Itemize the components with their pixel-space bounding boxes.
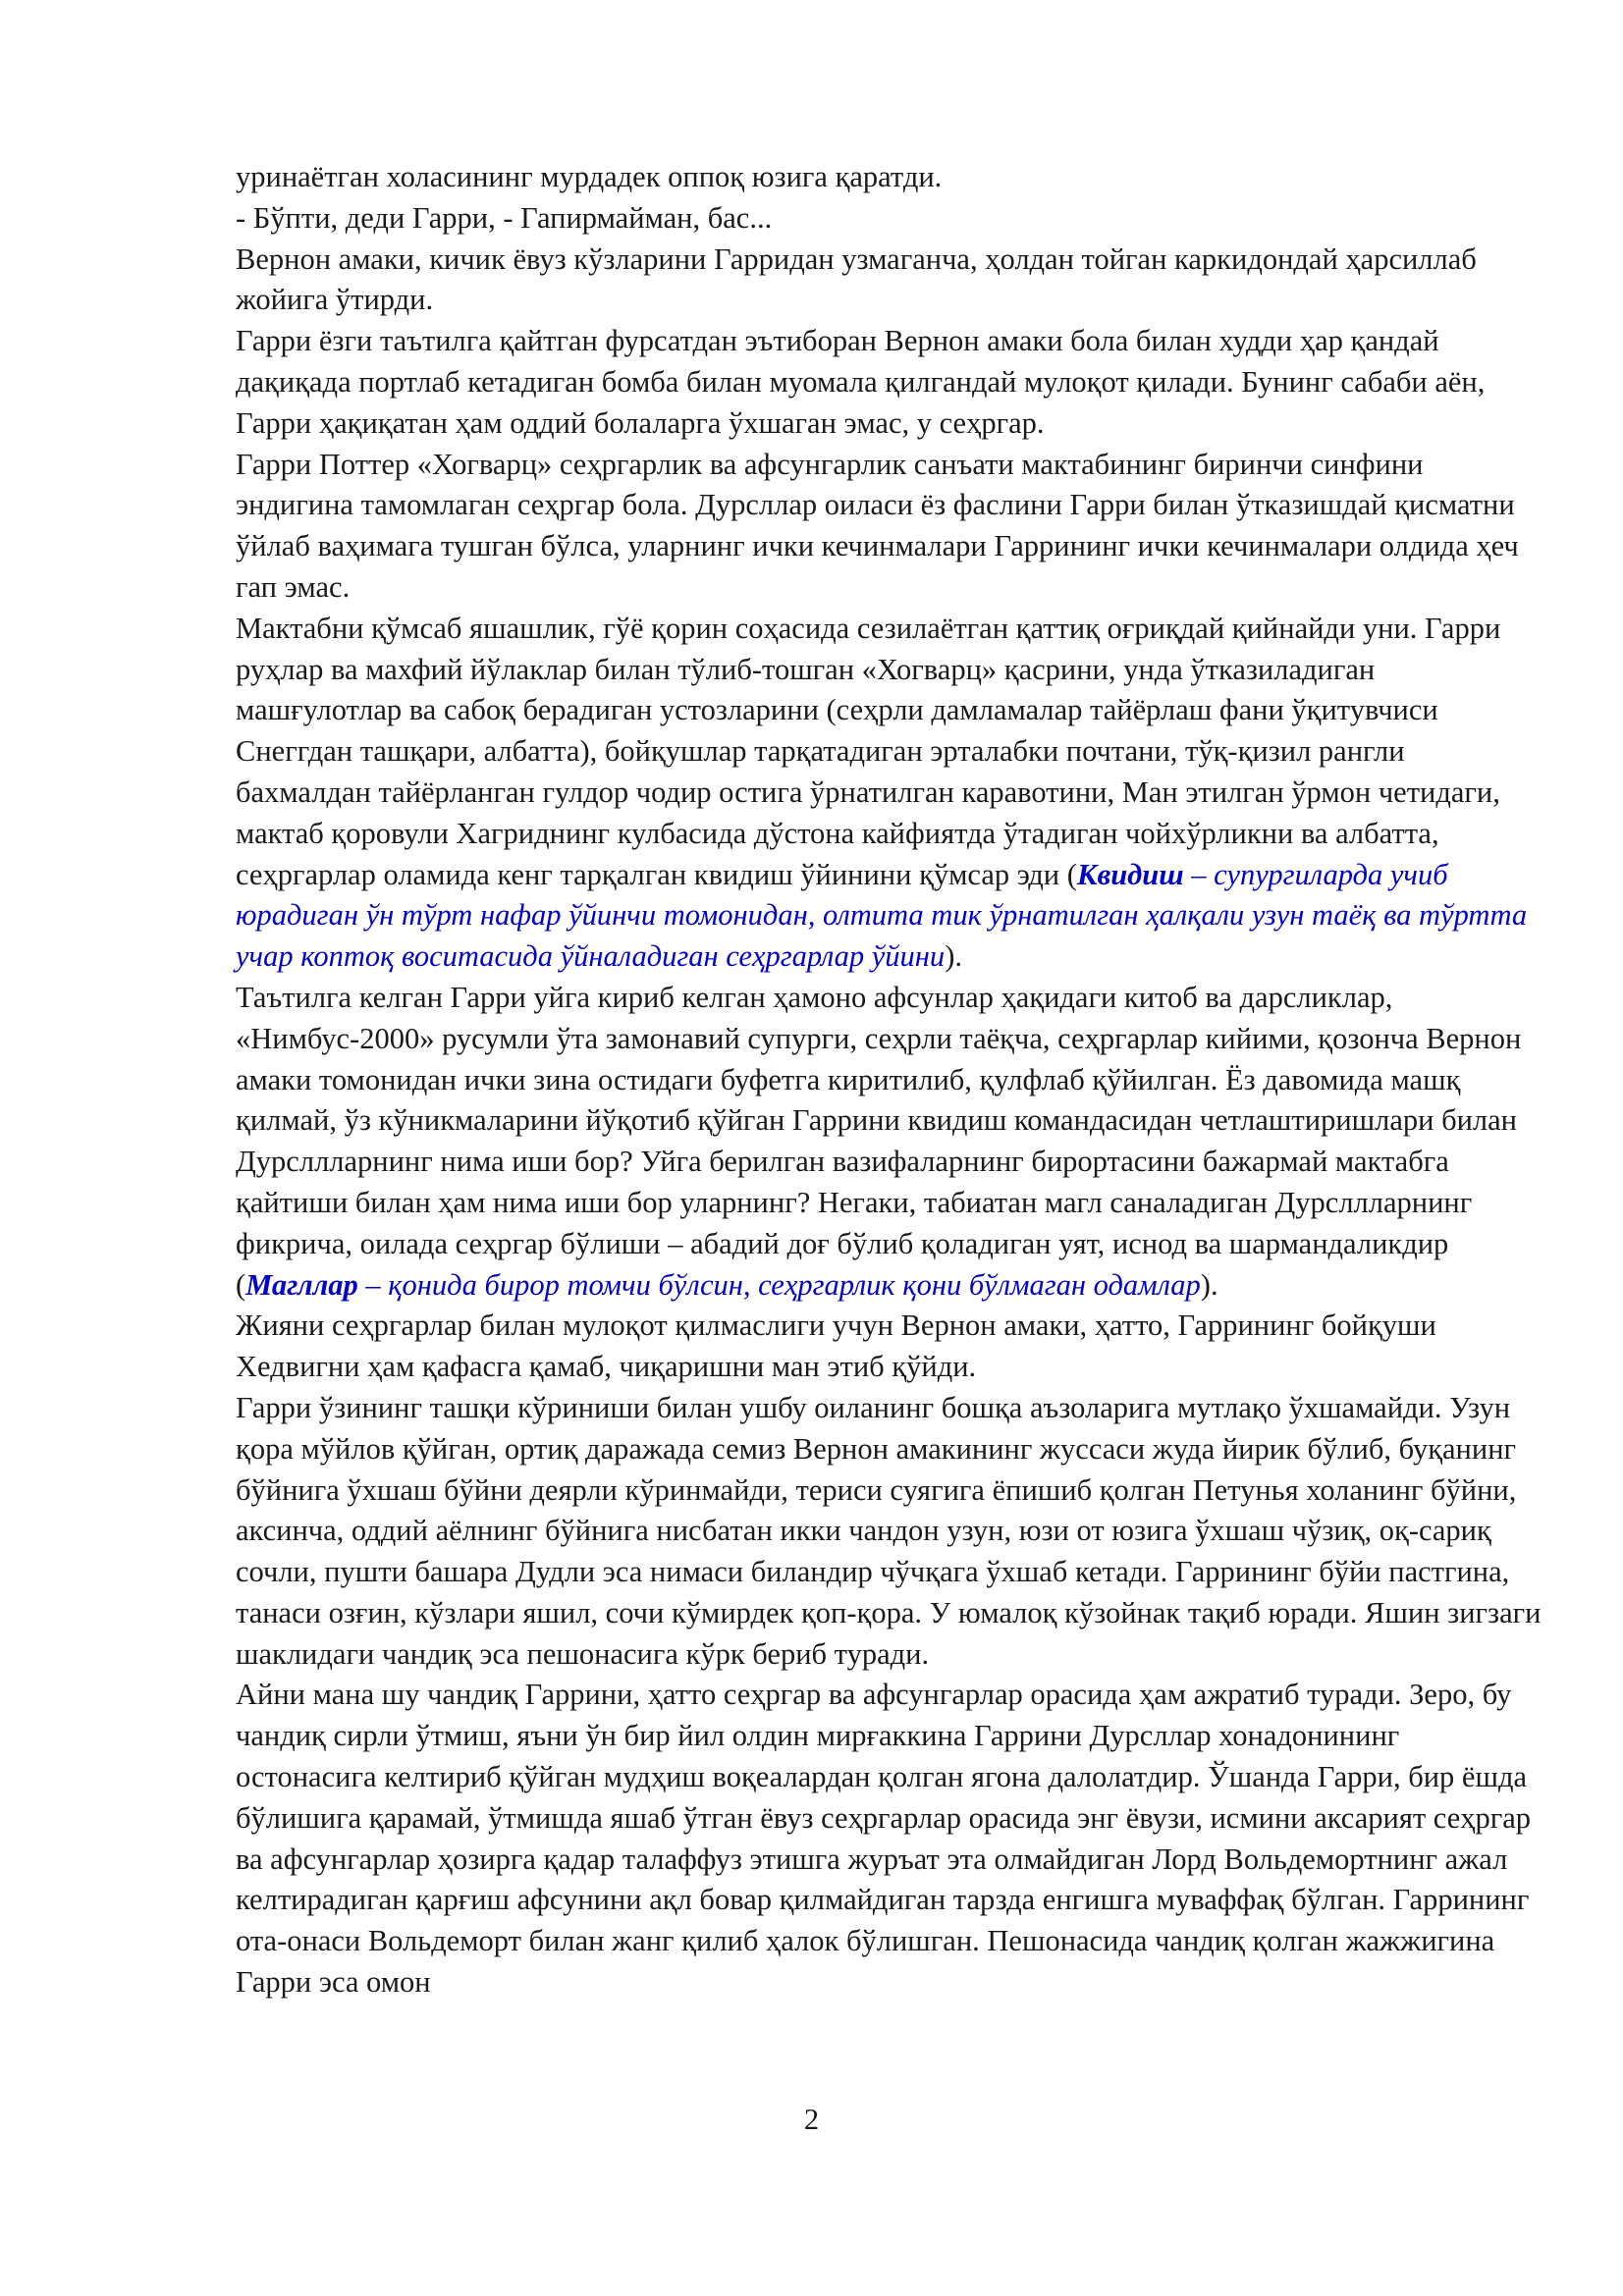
paragraph: Гарри ўзининг ташқи кўриниши билан ушбу оиланинг бошқа аъзоларига мутлақо ўхшамайди. Узун қора мўйлов қўйган, ортиқ даражада семиз Вернон амакининг жуссаси жуда йирик бўлиб, буқанинг бўйнига ўхшаш бўйни деярли кўринмайди, териси суягига ёпишиб қолган Петунья холанинг бўйни, аксинча, оддий аёлнинг бўйнига нисбатан икки чандон узун, юзи от юзига ўхшаш чўзиқ, оқ-сариқ сочли, пушти башара Дудли эса нимаси биландир чўчқага ўхшаб кетади. Гаррининг бўйи пастгина, танаси озғин, кўзлари яшил, сочи кўмирдек қоп-қора. У юмалоқ кўзойнак тақиб юради. Яшин зигзаги шаклидаги чандиқ эса пешонасига кўрк бериб туради. bbox=[236, 1390, 1542, 1671]
footnote-text: – супургиларда учиб юрадиган ўн тўрт нафар ўйинчи томонидан, олтита тик ўрнатилган ҳалқали узун таёқ ва тўртта учар коптоқ воситасида ўйналадиган сеҳргарлар ўйини bbox=[236, 857, 1528, 974]
paragraph: Гарри ёзги таътилга қайтган фурсатдан эътиборан Вернон амаки бола билан худди ҳар қандай дақиқада портлаб кетадиган бомба билан муомала қилгандай мулоқот қилади. Бунинг сабаби аён, Гарри ҳақиқатан ҳам оддий болаларга ўхшаган эмас, у сеҳргар. bbox=[236, 324, 1486, 440]
footnote-term: Квидиш bbox=[1076, 857, 1184, 891]
paragraph-text: Мактабни қўмсаб яшашлик, гўё қорин соҳасида сезилаётган қаттиқ оғриқдай қийнайди уни. Гарри руҳлар ва махфий йўлаклар билан тўлиб-тошган «Хогварц» қасрини, унда ўтказиладиган машғулотлар ва сабоқ берадиган устозларини (сеҳрли дамламалар тайёрлаш фани ўқитувчиси Снеггдан ташқари, албатта), бойқушлар тарқатадиган эрталабки почтани, тўқ-қизил рангли бахмалдан тайёрланган гулдор чодир остига ўрнатилган каравотини, Ман этилган ўрмон четидаги, мактаб қоровули Хагриднинг кулбасида дўстона кайфиятда ўтадиган чойхўрликни ва албатта, сеҳргарлар оламида кенг тарқалган квидиш ўйинини қўмсар эди ( bbox=[236, 611, 1501, 891]
footnote-term: Магллар bbox=[245, 1267, 358, 1302]
footnote-text: – қонида бирор томчи бўлсин, сеҳргарлик қони бўлмаган одамлар bbox=[357, 1267, 1201, 1302]
body-text bbox=[236, 157, 1542, 2003]
paragraph: Гарри Поттер «Хогварц» сеҳргарлик ва афсунгарлик санъати мактабининг биринчи синфини эндигина тамомлаган сеҳргар бола. Дурсллар оиласи ёз фаслини Гарри билан ўтказишдай қисматни ўйлаб ваҳимага тушган бўлса, уларнинг ички кечинмалари Гаррининг ички кечинмалари олдида ҳеч гап эмас. bbox=[236, 447, 1519, 604]
paragraph: уринаётган холасининг мурдадек оппоқ юзига қаратди. bbox=[236, 160, 943, 193]
paragraph: Айни мана шу чандиқ Гаррини, ҳатто сеҳргар ва афсунгарлар орасида ҳам ажратиб туради. Зеро, бу чандиқ сирли ўтмиш, яъни ўн бир йил олдин мирғаккина Гаррини Дурсллар хонадонининг остонасига келтириб қўйган мудҳиш воқеалардан қолган ягона далолатдир. Ўшанда Гарри, бир ёшда бўлишига қарамай, ўтмишда яшаб ўтган ёвуз сеҳргарлар орасида энг ёвузи, исмини аксарият сеҳргар ва афсунгарлар ҳозирга қадар талаффуз этишга журъат эта олмайдиган Лорд Вольдемортнинг ажал келтирадиган қарғиш афсунини ақл бовар қилмайдиган тарзда енгишга муваффақ бўлган. Гаррининг ота-онаси Вольдеморт билан жанг қилиб ҳалок бўлишган. Пешонасида чандиқ қолган жажжигина Гарри эса омон bbox=[236, 1678, 1532, 2000]
paragraph-muggles bbox=[236, 978, 1542, 1306]
paragraph-text: ). bbox=[945, 939, 962, 974]
paragraph: Жияни сеҳргарлар билан мулоқот қилмаслиги учун Вернон амаки, ҳатто, Гаррининг бойқуши Хедвигни ҳам қафасга қамаб, чиқаришни ман этиб қўйди. bbox=[236, 1308, 1436, 1384]
paragraph: Вернон амаки, кичик ёвуз кўзларини Гарридан узмаганча, ҳолдан тойган каркидондай ҳарсиллаб жойига ўтирди. bbox=[236, 241, 1477, 317]
paragraph-quidditch bbox=[236, 609, 1542, 978]
paragraph-text: ). bbox=[1200, 1267, 1218, 1302]
paragraph: - Бўпти, деди Гарри, - Гапирмайман, бас... bbox=[236, 200, 773, 235]
footnote-muggles bbox=[245, 1268, 1201, 1302]
paragraph-text: Таътилга келган Гарри уйга кириб келган ҳамоно афсунлар ҳақидаги китоб ва дарсликлар, «Нимбус-2000» русумли ўта замонавий супурги, сеҳрли таёқча, сеҳргарлар кийими, қозонча Вернон амаки томонидан ички зина остидаги буфетга киритилиб, қулфлаб қўйилган. Ёз давомида машқ қилмай, ўз кўникмаларини йўқотиб қўйган Гаррини квидиш командасидан четлаштиришлари билан Дурсллларнинг нима иши бор? Уйга берилган вазифаларнинг бирортасини бажармай мактабга қайтиши билан ҳам нима иши бор уларнинг? Негаки, табиатан магл саналадиган Дурсллларнинг фикрича, оилада сеҳргар бўлиши – абадий доғ бўлиб қоладиган уят, иснод ва шармандаликдир ( bbox=[236, 980, 1522, 1302]
page-number: 2 bbox=[803, 2103, 820, 2136]
